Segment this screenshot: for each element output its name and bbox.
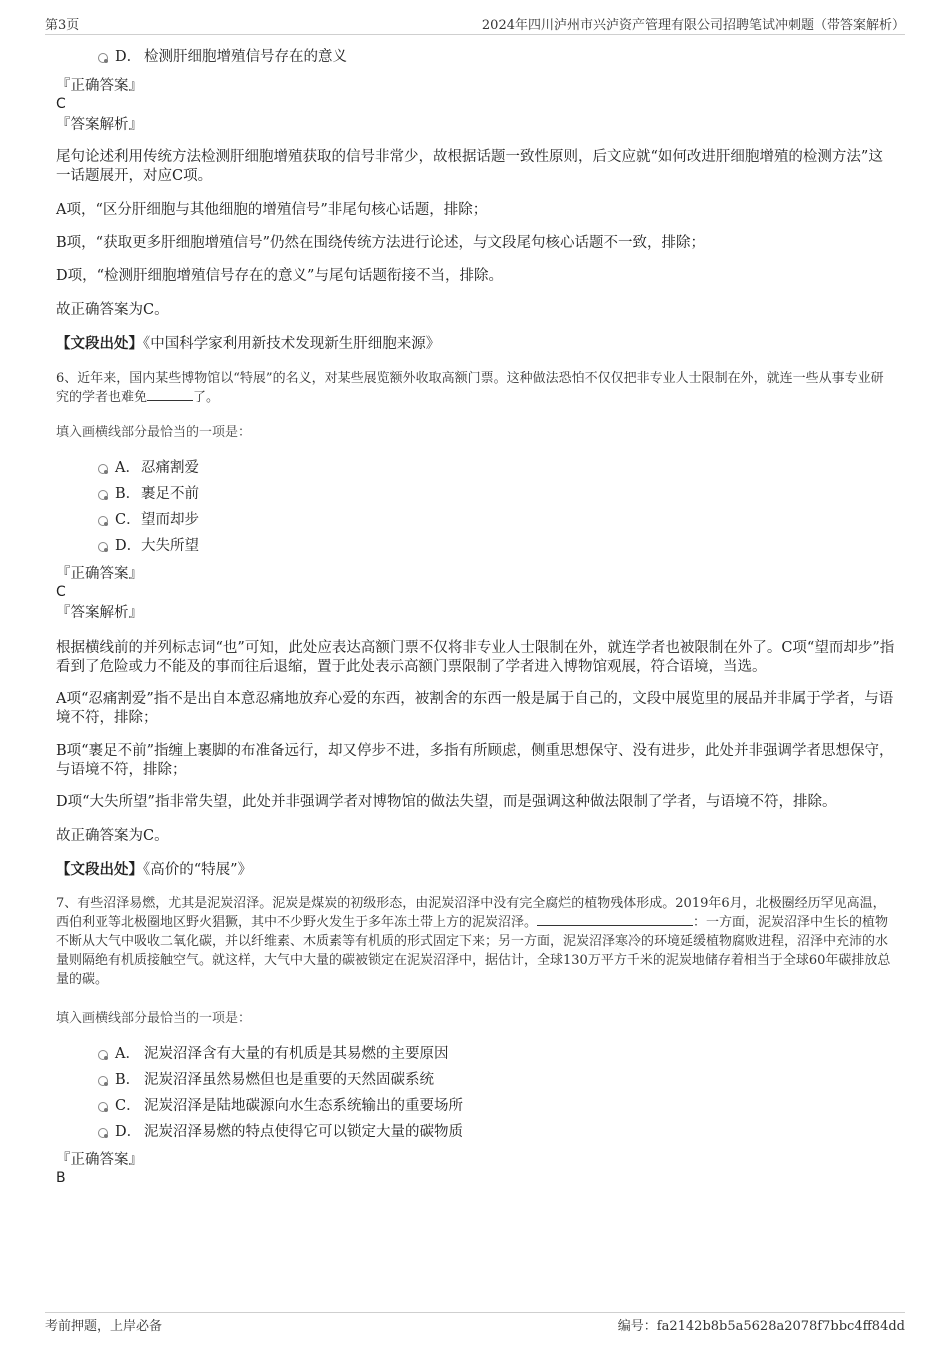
q5-answer: C bbox=[56, 96, 66, 112]
q6-option-c[interactable]: C． 望而却步 bbox=[56, 507, 938, 533]
q7-stem: 7、有些沼泽易燃，尤其是泥炭沼泽。泥炭是煤炭的初级形态，由泥炭沼泽中没有完全腐烂的植物残体形成。2019年6月，北极圈经历罕见高温，西伯利亚等北极圈地区野火猖獗，其中不少野火发生于多年冻土带上方的泥炭沼泽。 ：一方面，泥炭沼泽中生长的植物不断从大气中吸收二氧化碳，并以纤维素、木质素等有机质的形式固定下来；另一方面，泥炭沼泽寒冷的环境延缓植物腐败进程，沼泽中充沛的水量则隔绝有机质接触空气。就这样，大气中大量的碳被锁定在泥炭沼泽中，据估计，全球130万平方千米的泥炭地储存着相当于全球60年碳排放总量的碳。 bbox=[56, 896, 891, 987]
q5-analysis-para: 尾句论述利用传统方法检测肝细胞增殖获取的信号非常少，故根据话题一致性原则，后文应就“如何改进肝细胞增殖的检测方法”这一话题展开，对应C项。 bbox=[56, 149, 883, 184]
answer-blank bbox=[537, 924, 693, 926]
source-text: 《高价的“特展”》 bbox=[143, 862, 253, 878]
page-footer bbox=[45, 1312, 905, 1335]
q6-option-a[interactable]: A． 忍痛割爱 bbox=[56, 455, 938, 481]
document-title: 2024年四川泸州市兴泸资产管理有限公司招聘笔试冲刺题（带答案解析） bbox=[481, 18, 905, 33]
radio-icon[interactable] bbox=[98, 1076, 108, 1086]
q6-source bbox=[56, 860, 896, 880]
radio-icon[interactable] bbox=[98, 1050, 108, 1060]
q5-analysis-para: B项，“获取更多肝细胞增殖信号”仍然在围绕传统方法进行论述，与文段尾句核心话题不一致，排除； bbox=[56, 235, 705, 251]
q5-answer-label: 『正确答案』 bbox=[56, 78, 143, 94]
radio-icon[interactable] bbox=[98, 464, 108, 474]
answer-blank bbox=[147, 399, 193, 401]
radio-icon[interactable] bbox=[98, 490, 108, 500]
source-text: 《中国科学家利用新技术发现新生肝细胞来源》 bbox=[143, 336, 441, 352]
q5-analysis-para: D项，“检测肝细胞增殖信号存在的意义”与尾句话题衔接不当，排除。 bbox=[56, 268, 503, 284]
radio-icon[interactable] bbox=[98, 53, 108, 63]
q7-option-c[interactable]: C． 泥炭沼泽是陆地碳源向水生态系统输出的重要场所 bbox=[56, 1093, 938, 1119]
q5-source bbox=[56, 334, 896, 354]
page-header bbox=[45, 14, 905, 35]
source-label: 【文段出处】 bbox=[56, 335, 143, 352]
q7-answer: B bbox=[56, 1170, 66, 1186]
q6-answer-label: 『正确答案』 bbox=[56, 566, 143, 582]
q6-stem: 6、近年来，国内某些博物馆以“特展”的名义，对某些展览额外收取高额门票。这种做法恐怕不仅仅把非专业人士限制在外，就连一些从事专业研究的学者也难免 了。 bbox=[56, 371, 884, 405]
q6-analysis-para: A项“忍痛割爱”指不是出自本意忍痛地放弃心爱的东西，被割舍的东西一般是属于自己的，文段中展览里的展品并非属于学者，与语境不符，排除； bbox=[56, 691, 894, 726]
q5-analysis-para: 故正确答案为C。 bbox=[56, 302, 169, 318]
q6-analysis-para: 根据横线前的并列标志词“也”可知，此处应表达高额门票不仅将非专业人士限制在外，就连学者也被限制在外了。C项“望而却步”指看到了危险或力不能及的事而往后退缩，置于此处表示高额门票限制了学者进入博物馆观展，符合语境，当选。 bbox=[56, 640, 895, 675]
q7-option-a[interactable]: A． 泥炭沼泽含有大量的有机质是其易燃的主要原因 bbox=[56, 1041, 938, 1067]
q7-option-d[interactable]: D． 泥炭沼泽易燃的特点使得它可以锁定大量的碳物质 bbox=[56, 1119, 938, 1145]
radio-icon[interactable] bbox=[98, 516, 108, 526]
q6-hint: 填入画横线部分最恰当的一项是： bbox=[56, 425, 252, 440]
q6-option-d[interactable]: D． 大失所望 bbox=[56, 533, 938, 559]
q6-option-b[interactable]: B． 裹足不前 bbox=[56, 481, 938, 507]
radio-icon[interactable] bbox=[98, 1102, 108, 1112]
q7-option-b[interactable]: B． 泥炭沼泽虽然易燃但也是重要的天然固碳系统 bbox=[56, 1067, 938, 1093]
q6-answer: C bbox=[56, 584, 66, 600]
q6-analysis-para: D项“大失所望”指非常失望，此处并非强调学者对博物馆的做法失望，而是强调这种做法限制了学者，与语境不符，排除。 bbox=[56, 794, 837, 810]
radio-icon[interactable] bbox=[98, 542, 108, 552]
q7-answer-label: 『正确答案』 bbox=[56, 1152, 143, 1168]
q7-hint: 填入画横线部分最恰当的一项是： bbox=[56, 1011, 252, 1026]
page-number: 第3页 bbox=[45, 18, 80, 33]
q6-analysis-label: 『答案解析』 bbox=[56, 605, 143, 621]
q5-option-d[interactable]: D． 检测肝细胞增殖信号存在的意义 bbox=[56, 44, 938, 70]
q6-analysis-para: 故正确答案为C。 bbox=[56, 828, 169, 844]
source-label: 【文段出处】 bbox=[56, 861, 143, 878]
q6-analysis-para: B项“裹足不前”指缠上裹脚的布准备远行，却又停步不进，多指有所顾虑，侧重思想保守、没有进步，此处并非强调学者思想保守，与语境不符，排除； bbox=[56, 743, 894, 778]
q5-analysis-label: 『答案解析』 bbox=[56, 117, 143, 133]
q5-analysis-para: A项，“区分肝细胞与其他细胞的增殖信号”非尾句核心话题，排除； bbox=[56, 202, 488, 218]
document-id: 编号：fa2142b8b5a5628a2078f7bbc4ff84dd bbox=[617, 1319, 905, 1334]
footer-slogan: 考前押题，上岸必备 bbox=[45, 1319, 163, 1334]
radio-icon[interactable] bbox=[98, 1128, 108, 1138]
